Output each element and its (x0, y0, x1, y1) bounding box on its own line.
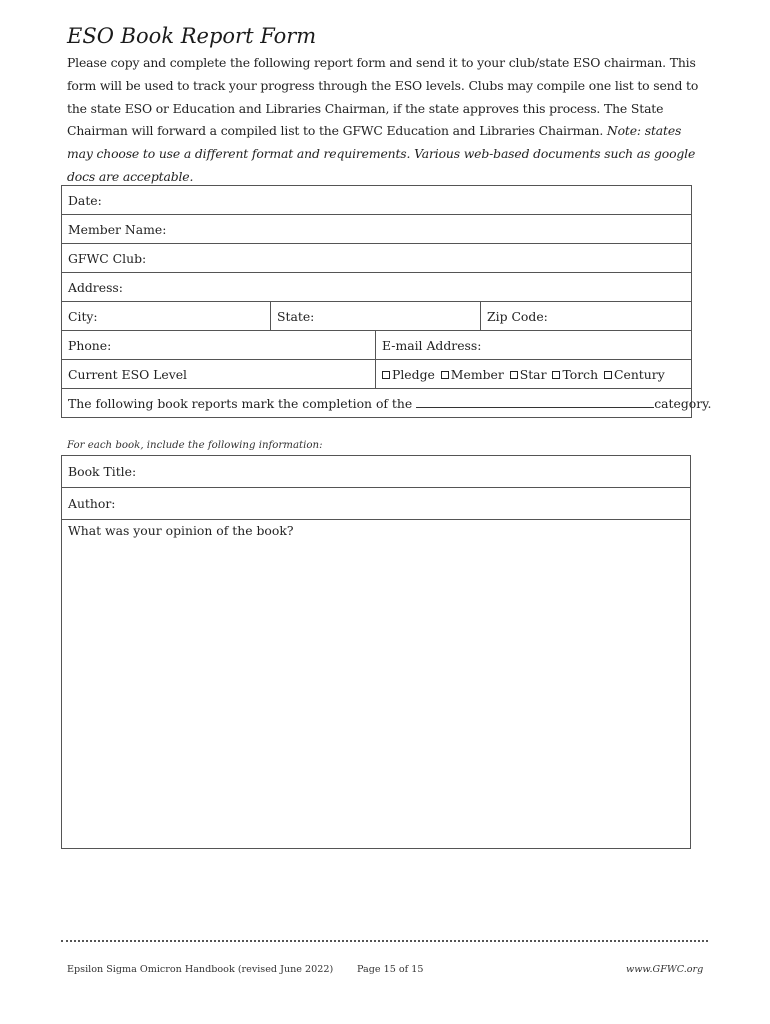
book-instruction: For each book, include the following information: (67, 440, 323, 451)
state-field[interactable]: State: (271, 302, 481, 331)
level-option-century[interactable]: Century (604, 367, 665, 382)
book-title-row (62, 456, 691, 488)
intro-note: Note: states may choose to use a different format and requirements. Various web-based documents such as google docs are acceptable. (67, 123, 696, 184)
email-field[interactable]: E-mail Address: (376, 331, 692, 360)
author-field[interactable]: Author: (62, 488, 691, 520)
completion-suffix: category. (654, 395, 712, 411)
member-name-row (62, 215, 692, 244)
intro-paragraph (67, 52, 703, 189)
category-blank-line[interactable] (416, 397, 654, 408)
club-field[interactable]: GFWC Club: (62, 244, 692, 273)
opinion-row (62, 520, 691, 849)
opinion-field[interactable]: What was your opinion of the book? (62, 520, 691, 849)
footer-divider (61, 940, 708, 942)
book-title-field[interactable]: Book Title: (62, 456, 691, 488)
completion-row (62, 389, 692, 418)
member-info-table (61, 185, 712, 418)
level-option-pledge[interactable]: Pledge (382, 367, 435, 382)
eso-level-options (376, 360, 692, 389)
level-option-star[interactable]: Star (510, 367, 547, 382)
club-row (62, 244, 692, 273)
author-row (62, 488, 691, 520)
eso-level-label: Current ESO Level (62, 360, 376, 389)
phone-email-row (62, 331, 692, 360)
checkbox-icon[interactable] (382, 371, 390, 379)
completion-prefix: The following book reports mark the completion of the (68, 395, 413, 411)
footer-website: www.GFWC.org (626, 964, 704, 975)
address-field[interactable]: Address: (62, 273, 692, 302)
checkbox-icon[interactable] (604, 371, 612, 379)
date-row (62, 186, 692, 215)
checkbox-icon[interactable] (552, 371, 560, 379)
city-state-zip-row (62, 302, 692, 331)
city-field[interactable]: City: (62, 302, 271, 331)
eso-level-row (62, 360, 692, 389)
checkbox-icon[interactable] (441, 371, 449, 379)
intro-text: Please copy and complete the following report form and send it to your club/state ESO chairman. This form will be used to track your progress through the ESO levels. Clubs may compile one list to send to the state ESO or Education and Libraries Chairman, if the state approves this process. The State Chairman will forward a compiled list to the GFWC Education and Libraries Chairman. (67, 55, 699, 139)
date-field[interactable]: Date: (62, 186, 692, 215)
level-option-torch[interactable]: Torch (552, 367, 598, 382)
address-row (62, 273, 692, 302)
book-info-table (61, 455, 691, 849)
member-name-field[interactable]: Member Name: (62, 215, 692, 244)
completion-statement (62, 389, 712, 418)
level-option-member[interactable]: Member (441, 367, 504, 382)
checkbox-icon[interactable] (510, 371, 518, 379)
zip-code-field[interactable]: Zip Code: (481, 302, 692, 331)
footer-page-number: Page 15 of 15 (357, 964, 424, 975)
phone-field[interactable]: Phone: (62, 331, 376, 360)
footer-handbook: Epsilon Sigma Omicron Handbook (revised June 2022) (67, 964, 334, 975)
page-title: ESO Book Report Form (67, 24, 317, 48)
